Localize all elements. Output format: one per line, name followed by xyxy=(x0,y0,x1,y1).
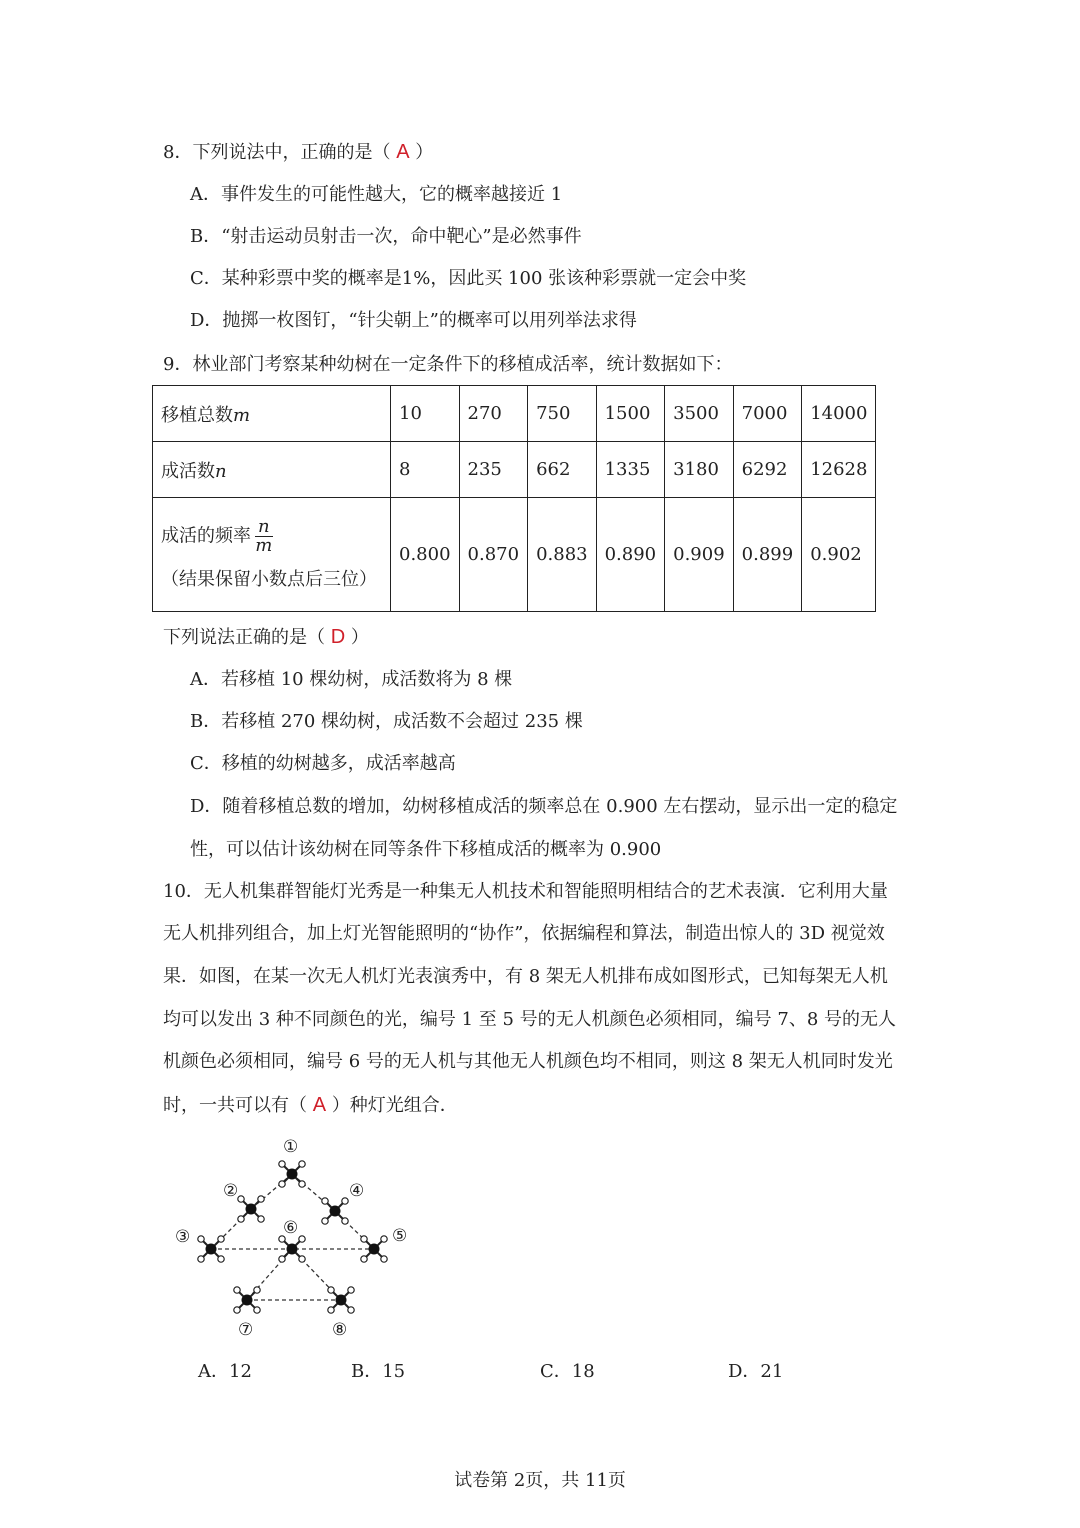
drone-label-2: ② xyxy=(223,1181,239,1201)
table-cell: 12628 xyxy=(802,442,876,498)
table-cell: 1335 xyxy=(596,442,665,498)
table-cell: 0.899 xyxy=(733,498,802,612)
row-label-total xyxy=(153,386,391,442)
q9-option-c: C．移植的幼树越多，成活率越高 xyxy=(190,753,456,774)
row-label-frequency xyxy=(153,498,391,612)
row1-label-text: 移植总数 xyxy=(161,404,233,426)
table-cell: 0.902 xyxy=(802,498,876,612)
table-cell: 1500 xyxy=(596,386,665,442)
fraction-denominator: m xyxy=(255,535,273,556)
table-cell: 662 xyxy=(528,442,597,498)
table-cell: 235 xyxy=(459,442,528,498)
q10-choice-c: C．18 xyxy=(540,1361,595,1382)
q9-stem: 9．林业部门考察某种幼树在一定条件下的移植成活率，统计数据如下： xyxy=(163,354,733,375)
table-row xyxy=(153,386,876,442)
table-row xyxy=(153,442,876,498)
row2-variable: n xyxy=(215,460,227,482)
drone-label-1: ① xyxy=(283,1137,299,1157)
q10-choice-b: B．15 xyxy=(351,1361,406,1382)
q8-answer: A xyxy=(396,141,410,163)
q8-option-c: C．某种彩票中奖的概率是1%，因此买 100 张该种彩票就一定会中奖 xyxy=(190,268,747,289)
table-cell: 10 xyxy=(391,386,460,442)
drone-4 xyxy=(322,1198,348,1224)
drone-5 xyxy=(361,1236,387,1262)
q10-line-3: 果．如图，在某一次无人机灯光表演秀中，有 8 架无人机排布成如图形式，已知每架无人机 xyxy=(163,966,888,987)
q10-line-4: 均可以发出 3 种不同颜色的光，编号 1 至 5 号的无人机颜色必须相同，编号 7、8 号的无人 xyxy=(163,1009,897,1030)
drone-label-8: ⑧ xyxy=(332,1320,348,1340)
drone-label-7: ⑦ xyxy=(238,1320,254,1340)
drone-1 xyxy=(279,1161,305,1187)
q8-close-paren: ） xyxy=(415,142,434,163)
q9-close-paren: ） xyxy=(350,627,369,648)
q9-option-a: A．若移植 10 棵幼树，成活数将为 8 棵 xyxy=(190,669,513,690)
row-label-survived xyxy=(153,442,391,498)
table-cell: 0.883 xyxy=(528,498,597,612)
page-footer: 试卷第 2页，共 11页 xyxy=(454,1470,626,1491)
table-cell: 3500 xyxy=(665,386,734,442)
q9-prompt-text: 下列说法正确的是（ xyxy=(163,627,325,648)
drone-label-4: ④ xyxy=(349,1181,365,1201)
q10-line-2: 无人机排列组合，加上灯光智能照明的“协作”，依据编程和算法，制造出惊人的 3D 视觉效 xyxy=(163,923,885,944)
table-cell: 6292 xyxy=(733,442,802,498)
q9-answer: D xyxy=(330,626,346,648)
drone-label-3: ③ xyxy=(175,1227,191,1247)
row3-label-text: 成活的频率 xyxy=(161,525,251,547)
table-cell: 0.870 xyxy=(459,498,528,612)
table-cell: 0.909 xyxy=(665,498,734,612)
q9-option-b: B．若移植 270 棵幼树，成活数不会超过 235 棵 xyxy=(190,711,583,732)
table-cell: 3180 xyxy=(665,442,734,498)
table-row xyxy=(153,498,876,612)
fraction-numerator: n xyxy=(255,518,273,537)
q10-answer: A xyxy=(312,1094,327,1116)
drone-2 xyxy=(238,1196,264,1222)
drone-label-5: ⑤ xyxy=(392,1226,408,1246)
q10-line-6 xyxy=(163,1093,458,1118)
q10-line-6-pre: 时，一共可以有（ xyxy=(163,1095,307,1116)
row2-label-text: 成活数 xyxy=(161,460,215,482)
q8-option-d: D．抛掷一枚图钉，“针尖朝上”的概率可以用列举法求得 xyxy=(190,310,637,331)
q8-option-a: A．事件发生的可能性越大，它的概率越接近 1 xyxy=(190,184,563,205)
fraction-n-over-m xyxy=(255,518,273,555)
q8-option-b: B．“射击运动员射击一次，命中靶心”是必然事件 xyxy=(190,226,582,247)
q10-choice-d: D．21 xyxy=(728,1361,784,1382)
table-cell: 7000 xyxy=(733,386,802,442)
q8-stem-text: 8．下列说法中，正确的是（ xyxy=(163,142,391,163)
row1-variable: m xyxy=(233,404,251,426)
table-cell: 0.890 xyxy=(596,498,665,612)
transplant-data-table xyxy=(152,385,876,612)
table-cell: 750 xyxy=(528,386,597,442)
q10-choice-a: A．12 xyxy=(198,1361,252,1382)
row3-note: （结果保留小数点后三位） xyxy=(161,569,377,590)
table-cell: 0.800 xyxy=(391,498,460,612)
table-cell: 14000 xyxy=(802,386,876,442)
q9-option-d-cont: 性，可以估计该幼树在同等条件下移植成活的概率为 0.900 xyxy=(190,839,662,860)
q10-line-5: 机颜色必须相同，编号 6 号的无人机与其他无人机颜色均不相同，则这 8 架无人机同时发光 xyxy=(163,1051,893,1072)
q9-option-d: D．随着移植总数的增加，幼树移植成活的频率总在 0.900 左右摆动，显示出一定的稳定 xyxy=(190,796,898,817)
q8-stem xyxy=(163,140,433,165)
q9-prompt xyxy=(163,625,369,650)
drone-formation-figure xyxy=(165,1130,425,1345)
q10-line-1: 10．无人机集群智能灯光秀是一种集无人机技术和智能照明相结合的艺术表演．它利用大量 xyxy=(163,881,888,902)
q10-line-6-post: ）种灯光组合． xyxy=(331,1095,458,1116)
table-cell: 8 xyxy=(391,442,460,498)
table-cell: 270 xyxy=(459,386,528,442)
drone-label-6: ⑥ xyxy=(283,1218,299,1238)
